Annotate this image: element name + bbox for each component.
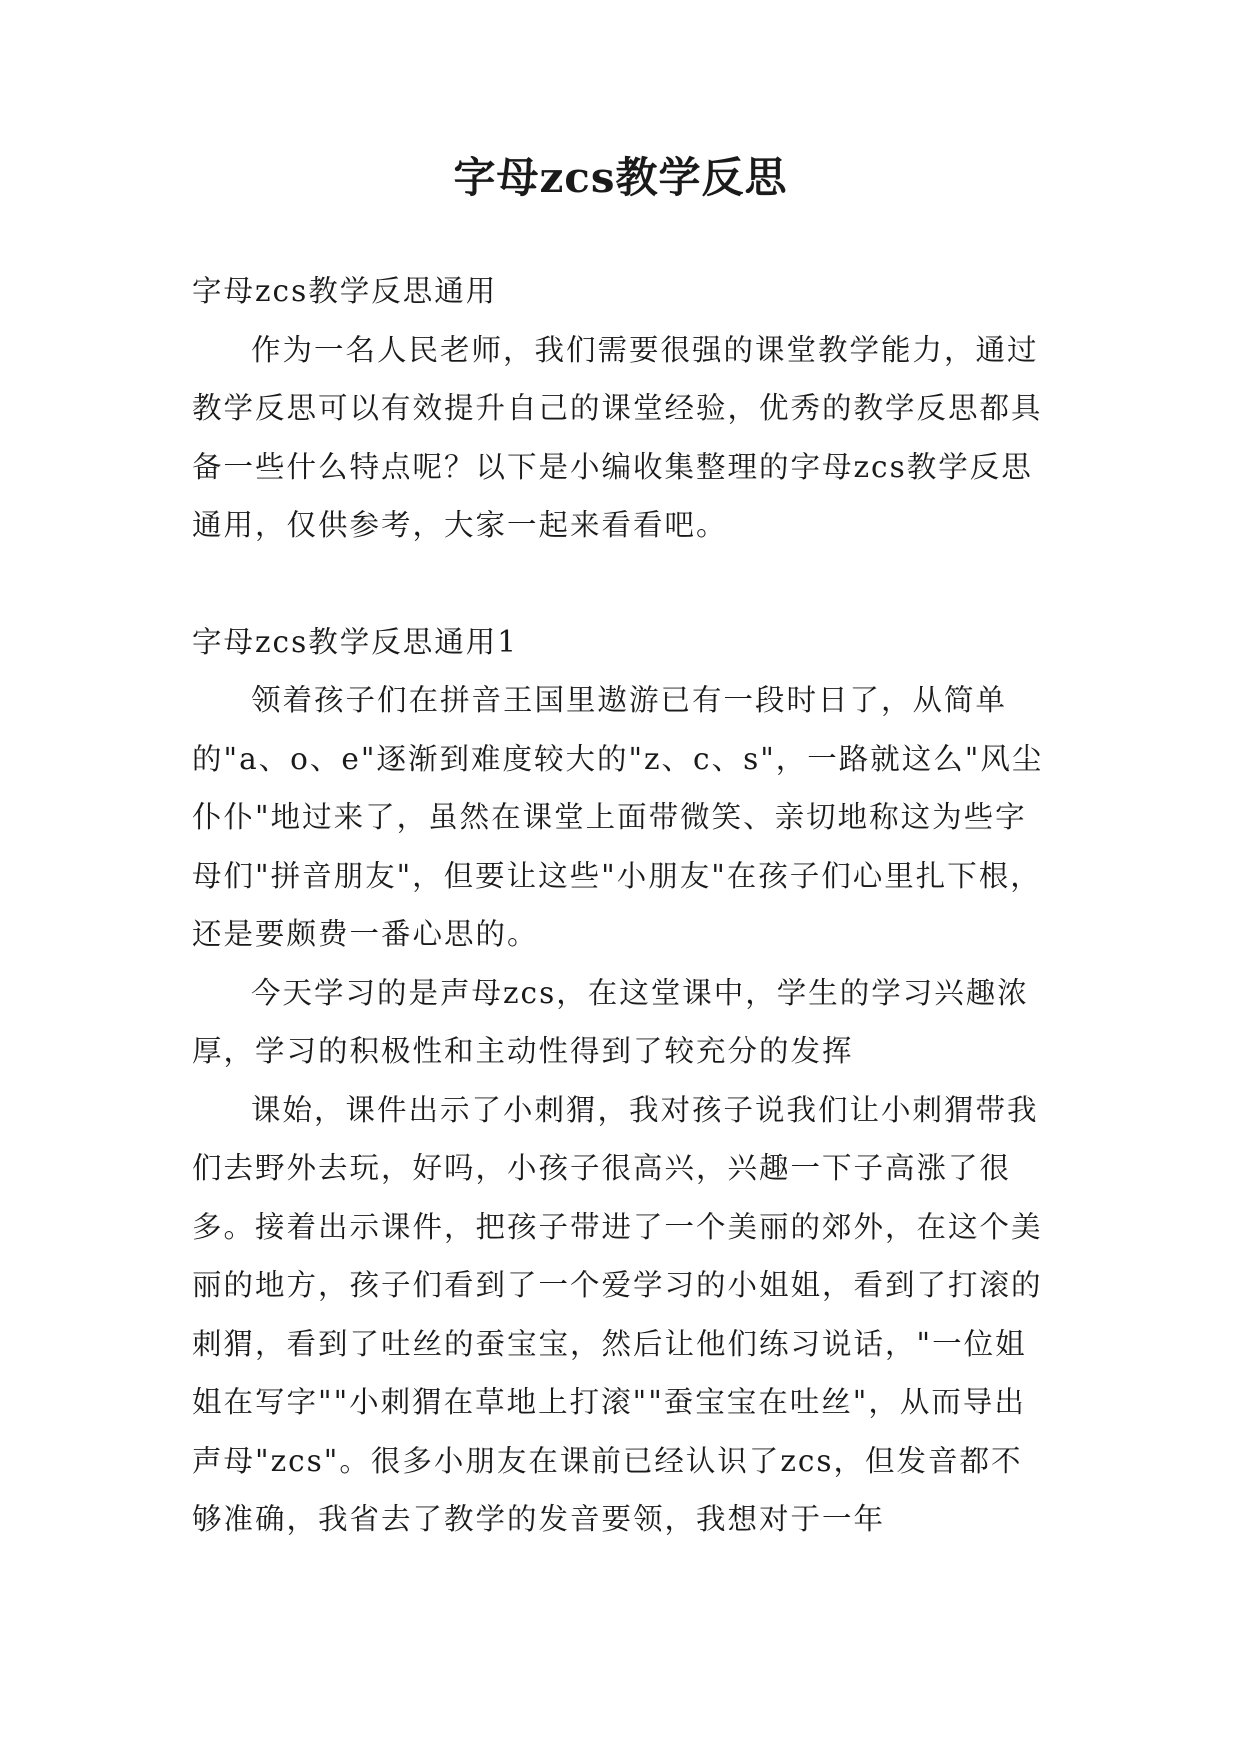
- body-paragraph: 领着孩子们在拼音王国里遨游已有一段时日了，从简单的"a、o、e"逐渐到难度较大的"z、c、s"，一路就这么"风尘仆仆"地过来了，虽然在课堂上面带微笑、亲切地称这为些字母们"拼音朋友"，但要让这些"小朋友"在孩子们心里扎下根，还是要颇费一番心思的。: [192, 683, 1044, 951]
- document-body: [192, 262, 1052, 1549]
- body-paragraph: 今天学习的是声母zcs，在这堂课中，学生的学习兴趣浓厚，学习的积极性和主动性得到了较充分的发挥: [192, 975, 1029, 1068]
- document-title: 字母zcs教学反思: [453, 153, 788, 202]
- section-spacer: [192, 555, 1052, 613]
- document-subtitle: 字母zcs教学反思通用: [192, 274, 498, 308]
- intro-paragraph: 作为一名人民老师，我们需要很强的课堂教学能力，通过教学反思可以有效提升自己的课堂经验，优秀的教学反思都具备一些什么特点呢？以下是小编收集整理的字母zcs教学反思通用，仅供参考，大家一起来看看吧。: [192, 332, 1043, 542]
- section-heading: 字母zcs教学反思通用1: [192, 624, 518, 659]
- body-paragraph: 课始，课件出示了小刺猬，我对孩子说我们让小刺猬带我们去野外去玩，好吗，小孩子很高兴，兴趣一下子高涨了很多。接着出示课件，把孩子带进了一个美丽的郊外，在这个美丽的地方，孩子们看到了一个爱学习的小姐姐，看到了打滚的刺猬，看到了吐丝的蚕宝宝，然后让他们练习说话，"一位姐姐在写字""小刺猬在草地上打滚""蚕宝宝在吐丝"，从而导出声母"zcs"。很多小朋友在课前已经认识了zcs，但发音都不够准确，我省去了教学的发音要领，我想对于一年: [192, 1092, 1043, 1536]
